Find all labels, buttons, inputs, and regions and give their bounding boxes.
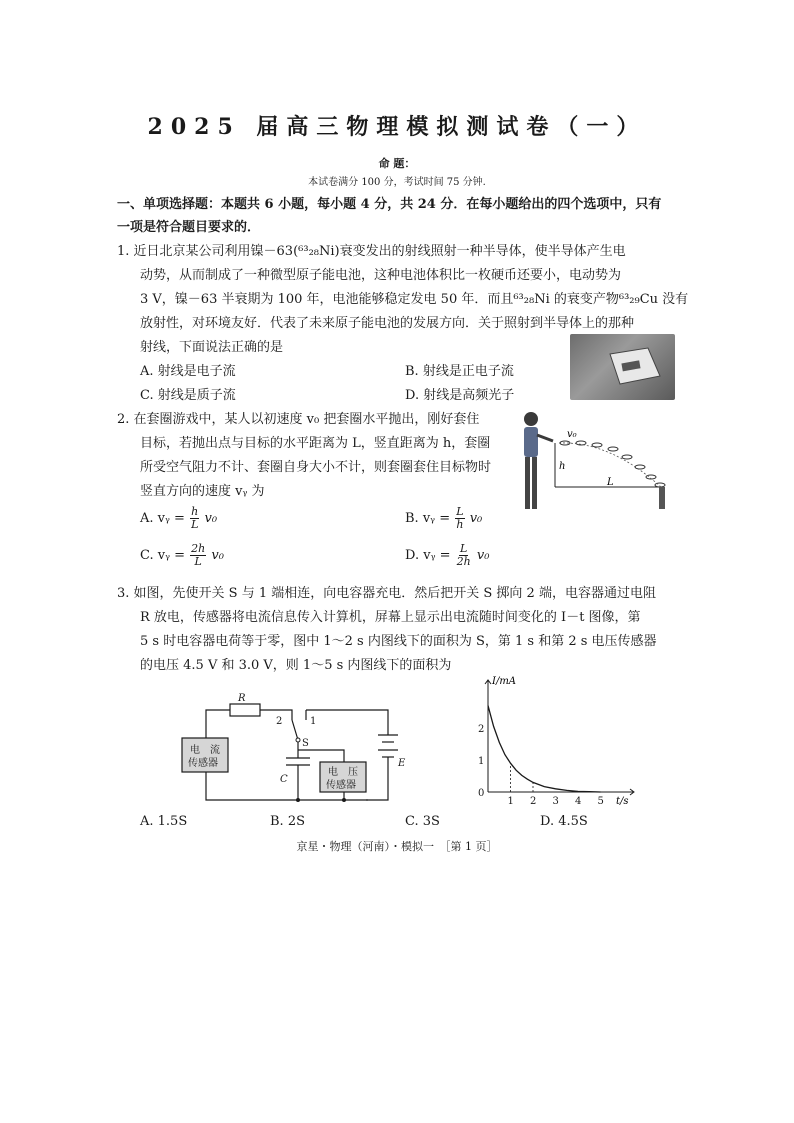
capacitor-label: C <box>280 774 288 785</box>
current-sensor-label: 传感器 <box>188 758 218 769</box>
q2-option-b: B. vᵧ = $\frac{L}{h}$ v₀ <box>405 505 483 531</box>
x-tick-label: 1 <box>507 796 514 807</box>
y-tick-label: 2 <box>478 724 485 735</box>
q1-stem: 放射性，对环境友好．代表了未来原子能电池的发展方向．关于照射到半导体上的那种 <box>140 316 635 331</box>
q1-stem: 动势，从而制成了一种微型原子能电池，这种电池体积比一枚硬币还要小，电动势为 <box>140 268 622 283</box>
current-sensor-label: 电 流 <box>190 745 220 756</box>
q2-stem: 所受空气阻力不计、套圈自身大小不计，则套圈套住目标物时 <box>140 460 492 475</box>
battery-photo <box>570 334 675 400</box>
current-time-chart <box>468 672 643 810</box>
resistor-label: R <box>238 693 246 704</box>
q2-stem: 2. 在套圈游戏中，某人以初速度 v₀ 把套圈水平抛出，刚好套住 <box>117 412 480 427</box>
q3-stem: 5 s 时电容器电荷等于零，图中 1～2 s 内图线下的面积为 S，第 1 s 和第 2 s 电压传感器 <box>140 634 657 649</box>
q1-stem: 3 V，镍－63 半衰期为 100 年，电池能够稳定发电 50 年．而且⁶³₂₈Ni 的衰变产物⁶³₂₉Cu 没有 <box>140 292 689 307</box>
q3-stem: R 放电，传感器将电流信息传入计算机，屏幕上显示出电流随时间变化的 I－t 图像，第 <box>140 610 641 625</box>
q1-option-b: B. 射线是正电子流 <box>405 364 514 379</box>
switch-terminal-1: 1 <box>310 716 317 727</box>
current-curve <box>488 706 601 792</box>
x-tick-label: 3 <box>552 796 559 807</box>
h-label: h <box>559 461 566 472</box>
page-footer: 京星・物理（河南）・模拟一 ［第 1 页］ <box>296 840 498 853</box>
x-tick-label: 4 <box>575 796 582 807</box>
L-label: L <box>607 477 614 488</box>
voltage-sensor-label: 传感器 <box>326 780 356 791</box>
section-heading-cont: 一项是符合题目要求的． <box>117 220 261 235</box>
q2-option-d: D. vᵧ = $\frac{L}{2h}$ v₀ <box>405 542 490 568</box>
q3-option-a: A. 1.5S <box>140 814 188 829</box>
battery-label: E <box>398 758 406 769</box>
y-tick-label: 0 <box>478 788 485 799</box>
q1-option-d: D. 射线是高频光子 <box>405 388 515 403</box>
y-tick-label: 1 <box>478 756 485 767</box>
q2-option-c: C. vᵧ = $\frac{2h}{L}$ v₀ <box>140 542 224 568</box>
q3-option-d: D. 4.5S <box>540 814 588 829</box>
q2-stem: 竖直方向的速度 vᵧ 为 <box>140 484 265 499</box>
switch-label: S <box>302 738 309 749</box>
q1-option-c: C. 射线是质子流 <box>140 388 236 403</box>
voltage-sensor-label: 电 压 <box>328 767 358 778</box>
author-label: 命 题： <box>378 157 416 170</box>
x-axis-label: t/s <box>616 796 629 807</box>
q2-stem: 目标，若抛出点与目标的水平距离为 L，竖直距离为 h，套圈 <box>140 436 491 451</box>
q3-stem: 的电压 4.5 V 和 3.0 V，则 1～5 s 内图线下的面积为 <box>140 658 452 673</box>
exam-title: 2025 届高三物理模拟测试卷（一） <box>147 114 647 140</box>
q3-option-b: B. 2S <box>270 814 305 829</box>
q1-stem: 射线，下面说法正确的是 <box>140 340 284 355</box>
q1-option-a: A. 射线是电子流 <box>140 364 236 379</box>
q1-stem: 1. 近日北京某公司利用镍－63(⁶³₂₈Ni)衰变发出的射线照射一种半导体，使半导体产生电 <box>117 244 626 259</box>
x-tick-label: 2 <box>530 796 537 807</box>
exam-info: 本试卷满分 100 分，考试时间 75 分钟. <box>308 177 486 188</box>
q3-stem: 3. 如图，先使开关 S 与 1 端相连，向电容器充电．然后把开关 S 掷向 2 端，电容器通过电阻 <box>117 586 656 601</box>
section-heading: 一、单项选择题：本题共 6 小题，每小题 4 分，共 24 分．在每小题给出的四个选项中，只有 <box>117 197 662 212</box>
q3-option-c: C. 3S <box>405 814 440 829</box>
circuit-diagram <box>170 690 410 810</box>
switch-terminal-2: 2 <box>276 716 283 727</box>
ring-toss-figure <box>515 405 675 520</box>
x-tick-label: 5 <box>597 796 604 807</box>
q2-option-a: A. vᵧ = $\frac{h}{L}$ v₀ <box>140 505 218 531</box>
y-axis-label: I/mA <box>492 676 517 687</box>
v0-label: v₀ <box>567 429 577 440</box>
